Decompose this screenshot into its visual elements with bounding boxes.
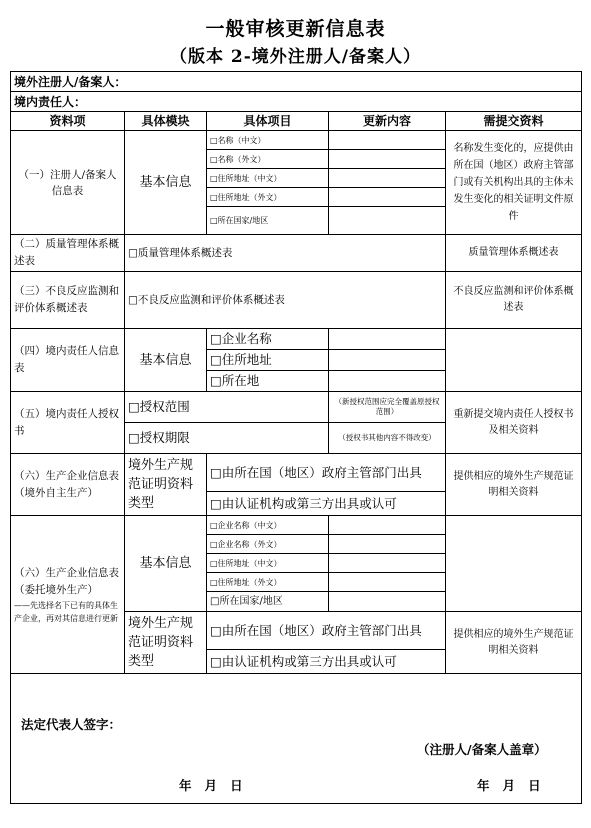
signature-label: 法定代表人签字： [21,717,122,732]
s6b-item-title: （六）生产企业信息表（委托境外生产） [14,566,119,596]
s4-field-company[interactable]: □企业名称 [207,329,329,350]
s1-field-name-cn[interactable]: □名称（中文） [207,131,329,150]
s6b-required: 提供相应的境外生产规范证明相关资料 [446,612,582,674]
s5-field-term[interactable]: □授权期限 [125,423,329,454]
s1-module: 基本信息 [125,131,207,235]
s4-field-address[interactable]: □住所地址 [207,350,329,371]
s4-required [446,329,582,392]
s5-field-scope[interactable]: □授权范围 [125,392,329,423]
s1-field-name-en[interactable]: □名称（外文） [207,150,329,169]
form-subtitle: （版本 2-境外注册人/备案人） [169,47,421,67]
update-info-table [10,71,582,804]
s6b-update-country[interactable] [329,592,446,612]
s2-item: （二）质量管理体系概述表 [11,235,125,272]
s5-item: （五）境内责任人授权书 [11,392,125,454]
s6b-update-address-en[interactable] [329,573,446,592]
s1-update-address-en[interactable] [329,188,446,207]
s3-item: （三）不良反应监测和评价体系概述表 [11,272,125,329]
table-header [11,112,582,131]
s4-update-company[interactable] [329,329,446,350]
s6b-option-authority[interactable]: □由所在国（地区）政府主管部门出具 [207,612,446,650]
header-field: 具体项目 [207,112,329,131]
s6b-required-blank [446,516,582,612]
s6a-required: 提供相应的境外生产规范证明相关资料 [446,454,582,516]
s2-field[interactable]: □质量管理体系概述表 [125,235,446,272]
s2-required: 质量管理体系概述表 [446,235,582,272]
s6a-module: 境外生产规范证明资料类型 [125,454,207,516]
s4-field-location[interactable]: □所在地 [207,371,329,392]
s5-note-scope: （新授权范围应完全覆盖原授权范围） [329,392,446,423]
s6b-field-address-en[interactable]: □住所地址（外文） [207,573,329,592]
header-module: 具体模块 [125,112,207,131]
s6b-update-name-en[interactable] [329,535,446,554]
date-right: 年 月 日 [477,778,541,793]
s6b-item [11,516,125,674]
signature-area [11,674,582,804]
registrant-label: 境外注册人/备案人： [11,72,582,92]
header-item: 资料项 [11,112,125,131]
s1-field-address-cn[interactable]: □住所地址（中文） [207,169,329,188]
s6b-field-country[interactable]: □所在国家/地区 [207,592,329,612]
s6a-item: （六）生产企业信息表（境外自主生产） [11,454,125,516]
s5-note-term: （授权书其他内容不得改变） [329,423,446,454]
s6a-option-third-party[interactable]: □由认证机构或第三方出具或认可 [207,492,446,516]
s6b-update-name-cn[interactable] [329,516,446,535]
s6a-option-authority[interactable]: □由所在国（地区）政府主管部门出具 [207,454,446,492]
s6b-field-name-en[interactable]: □企业名称（外文） [207,535,329,554]
s4-module: 基本信息 [125,329,207,392]
s6b-option-third-party[interactable]: □由认证机构或第三方出具或认可 [207,650,446,674]
s1-update-country[interactable] [329,207,446,235]
s1-update-address-cn[interactable] [329,169,446,188]
s1-update-name-cn[interactable] [329,131,446,150]
s3-field[interactable]: □不良反应监测和评价体系概述表 [125,272,446,329]
s6b-field-address-cn[interactable]: □住所地址（中文） [207,554,329,573]
s4-item: （四）境内责任人信息表 [11,329,125,392]
domestic-agent-label: 境内责任人： [11,92,582,112]
header-update: 更新内容 [329,112,446,131]
s6b-update-address-cn[interactable] [329,554,446,573]
s6b-module: 基本信息 [125,516,207,612]
form-title: 一般审核更新信息表 [205,18,386,40]
s1-field-country[interactable]: □所在国家/地区 [207,207,329,235]
s1-update-name-en[interactable] [329,150,446,169]
s3-required: 不良反应监测和评价体系概述表 [446,272,582,329]
s6b-item-note: ——先选择名下已有的具体生产企业，再对其信息进行更新 [14,600,118,623]
s6b-module2: 境外生产规范证明资料类型 [125,612,207,674]
s1-field-address-en[interactable]: □住所地址（外文） [207,188,329,207]
s6b-field-name-cn[interactable]: □企业名称（中文） [207,516,329,535]
s1-item: （一）注册人/备案人信息表 [11,131,125,235]
date-left: 年 月 日 [179,778,243,793]
s4-update-location[interactable] [329,371,446,392]
s1-required: 名称发生变化的，应提供由所在国（地区）政府主管部门或有关机构出具的主体未发生变化的相关证明文件原件 [446,131,582,235]
s5-required: 重新提交境内责任人授权书及相关资料 [446,392,582,454]
header-required: 需提交资料 [446,112,582,131]
stamp-label: （注册人/备案人盖章） [417,742,547,757]
s4-update-address[interactable] [329,350,446,371]
